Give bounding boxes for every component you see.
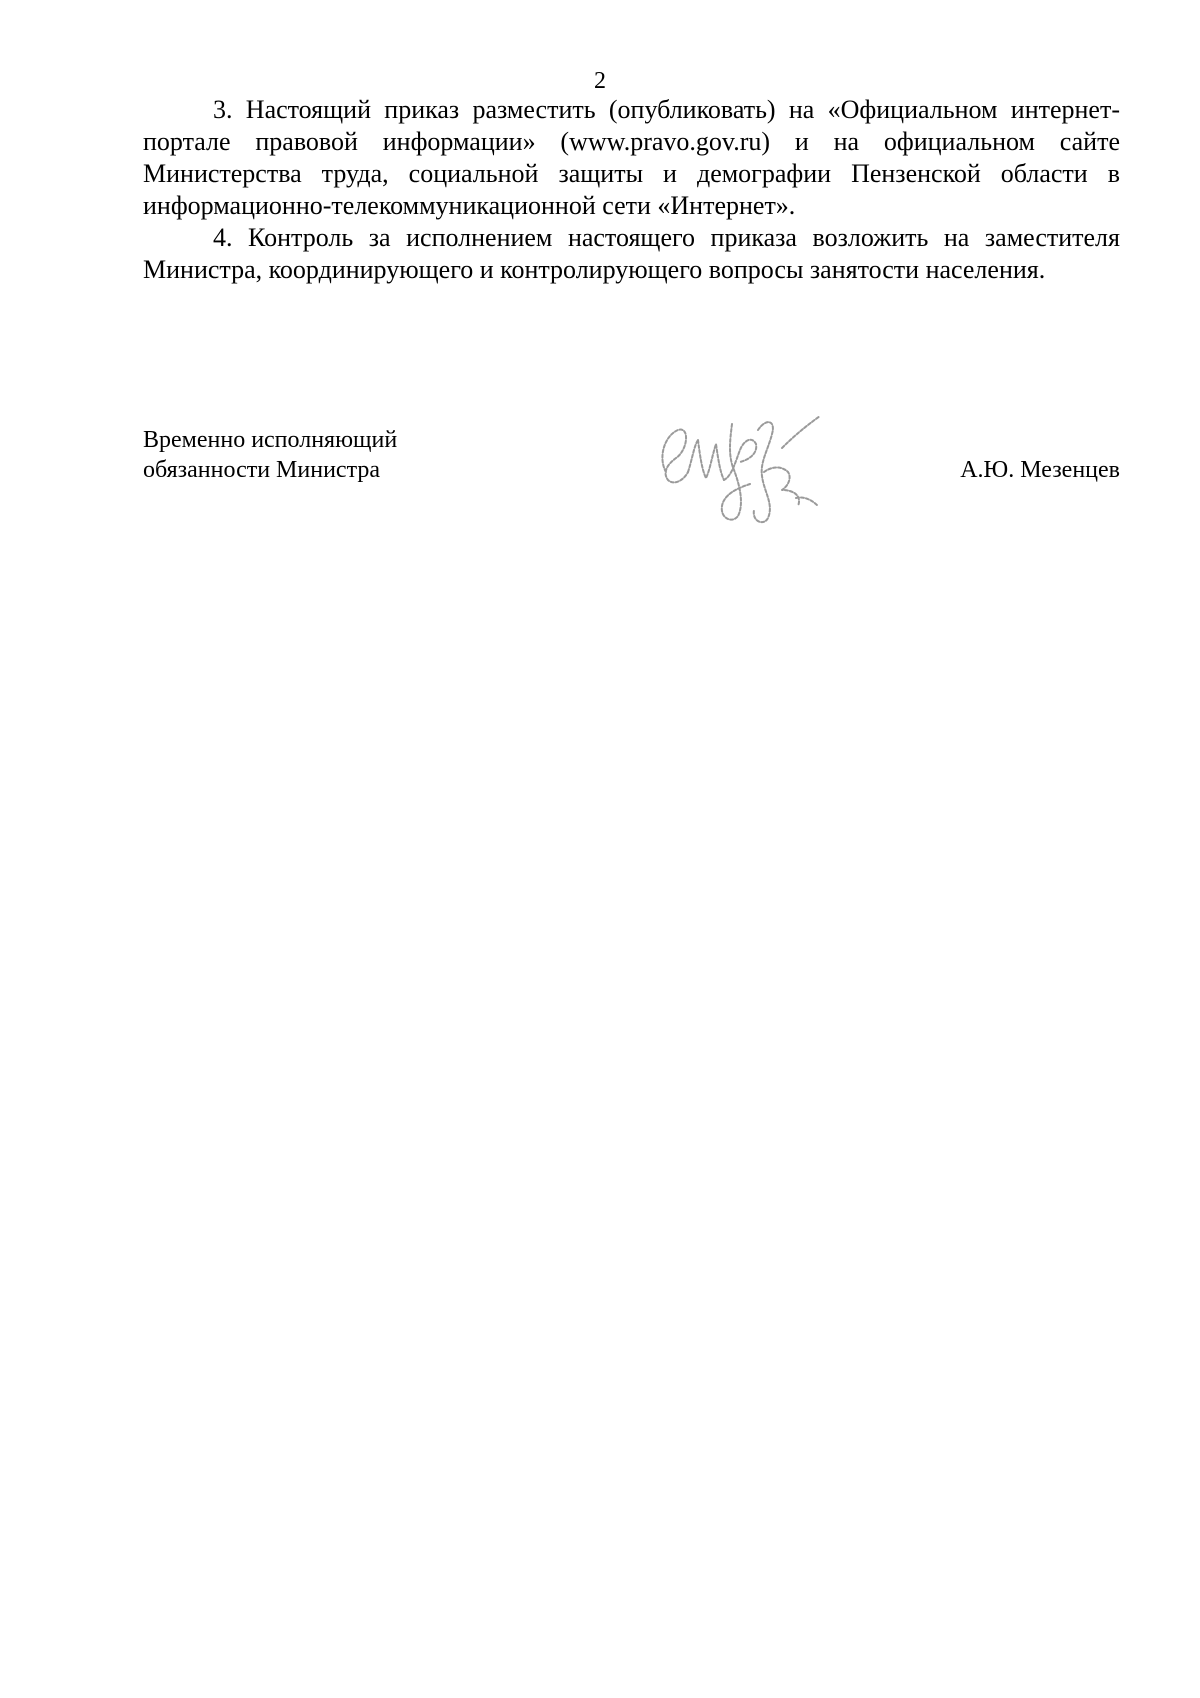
paragraph-control: 4. Контроль за исполнением настоящего приказа возложить на заместителя Министра, координирующего и контролирующего вопросы занятости населения.	[143, 223, 1120, 284]
document-body	[143, 94, 1120, 286]
page-number: 2	[594, 68, 606, 94]
handwritten-signature	[648, 400, 830, 530]
signatory-position-line-2: обязанности Министра	[143, 457, 381, 483]
signatory-position	[143, 425, 397, 485]
signatory-position-line-1: Временно исполняющий	[143, 427, 398, 453]
paragraph-publication: 3. Настоящий приказ разместить (опубликовать) на «Официальном интернет-портале правовой информации» (www.pravo.gov.ru) и на официальном сайте Министерства труда, социальной защиты и демографии Пензенской области в информационно-телекоммуникационной сети «Интернет».	[143, 95, 1120, 220]
signer-name: А.Ю. Мезенцев	[960, 457, 1120, 483]
